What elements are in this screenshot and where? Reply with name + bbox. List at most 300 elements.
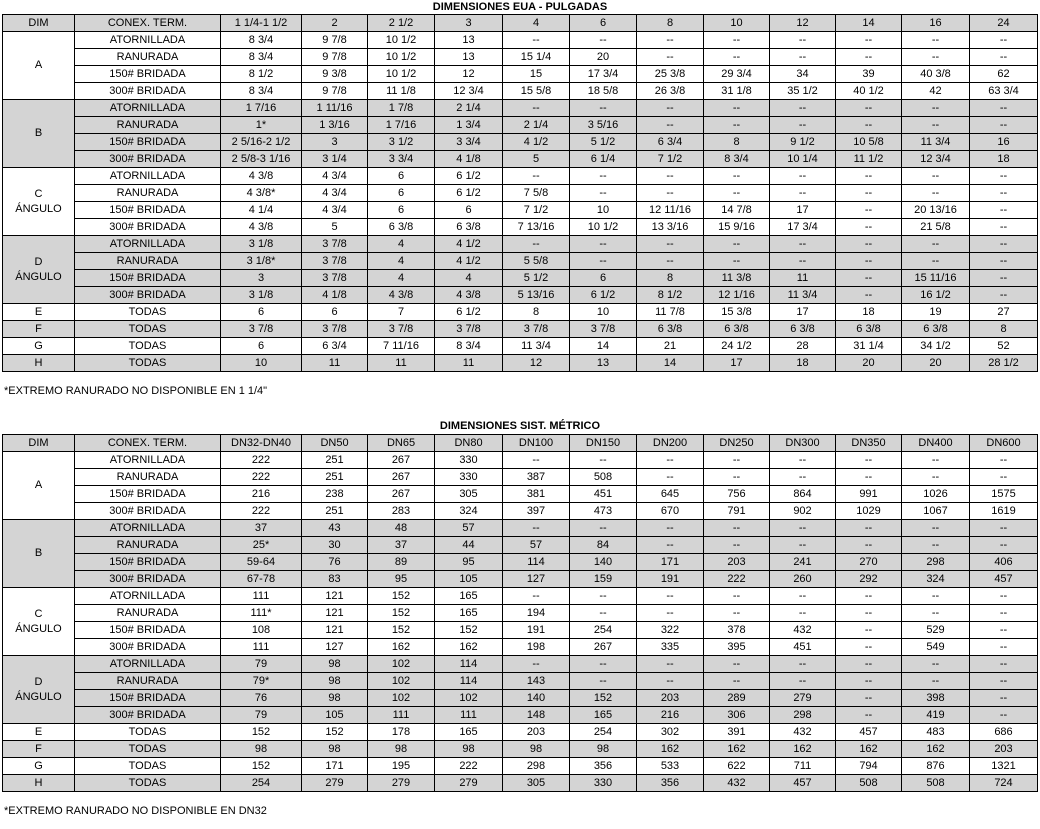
value-cell: 165 <box>435 605 503 622</box>
value-cell: 322 <box>637 622 704 639</box>
value-cell: -- <box>902 168 970 185</box>
value-cell: 17 3/4 <box>770 219 836 236</box>
column-header: 6 <box>570 15 637 32</box>
value-cell: 324 <box>902 571 970 588</box>
value-cell: -- <box>503 588 570 605</box>
table-row <box>3 554 1038 571</box>
value-cell: 533 <box>637 758 704 775</box>
value-cell: -- <box>902 253 970 270</box>
value-cell: 14 <box>637 355 704 372</box>
value-cell: 8 <box>503 304 570 321</box>
value-cell: -- <box>704 605 770 622</box>
value-cell: 5 1/2 <box>570 134 637 151</box>
value-cell: 549 <box>902 639 970 656</box>
value-cell: 37 <box>221 520 302 537</box>
value-cell: 1 7/16 <box>368 117 435 134</box>
value-cell: 171 <box>302 758 368 775</box>
value-cell: -- <box>836 49 902 66</box>
value-cell: -- <box>570 452 637 469</box>
value-cell: 381 <box>503 486 570 503</box>
value-cell: -- <box>704 520 770 537</box>
table-row <box>3 741 1038 758</box>
column-header: 4 <box>503 15 570 32</box>
column-header: 14 <box>836 15 902 32</box>
value-cell: 152 <box>435 622 503 639</box>
connection-cell: 150# BRIDADA <box>75 690 221 707</box>
value-cell: 43 <box>302 520 368 537</box>
value-cell: 1* <box>221 117 302 134</box>
value-cell: 31 1/8 <box>704 83 770 100</box>
dim-label: H <box>34 776 43 789</box>
value-cell: 165 <box>435 724 503 741</box>
connection-cell: ATORNILLADA <box>75 520 221 537</box>
value-cell: 162 <box>435 639 503 656</box>
connection-cell: ATORNILLADA <box>75 100 221 117</box>
value-cell: 13 <box>570 355 637 372</box>
dim-label: D <box>34 255 43 268</box>
value-cell: -- <box>970 100 1038 117</box>
value-cell: 5 13/16 <box>503 287 570 304</box>
value-cell: 178 <box>368 724 435 741</box>
value-cell: 6 <box>435 202 503 219</box>
value-cell: -- <box>503 236 570 253</box>
value-cell: 292 <box>836 571 902 588</box>
connection-cell: TODAS <box>75 338 221 355</box>
value-cell: 8 3/4 <box>704 151 770 168</box>
value-cell: -- <box>970 236 1038 253</box>
value-cell: 28 1/2 <box>970 355 1038 372</box>
value-cell: 3 7/8 <box>435 321 503 338</box>
value-cell: 42 <box>902 83 970 100</box>
value-cell: 622 <box>704 758 770 775</box>
us-dimensions-table <box>2 14 1038 372</box>
value-cell: 3 7/8 <box>368 321 435 338</box>
value-cell: 7 <box>368 304 435 321</box>
value-cell: 162 <box>836 741 902 758</box>
value-cell: 4 <box>368 253 435 270</box>
value-cell: 387 <box>503 469 570 486</box>
value-cell: -- <box>970 49 1038 66</box>
value-cell: 11 3/4 <box>503 338 570 355</box>
value-cell: -- <box>637 100 704 117</box>
value-cell: -- <box>970 219 1038 236</box>
value-cell: 8 <box>970 321 1038 338</box>
value-cell: -- <box>704 32 770 49</box>
value-cell: 11 1/2 <box>836 151 902 168</box>
value-cell: 483 <box>902 724 970 741</box>
table-row <box>3 656 1038 673</box>
value-cell: 279 <box>368 775 435 792</box>
value-cell: 11 <box>302 355 368 372</box>
value-cell: 791 <box>704 503 770 520</box>
table-row <box>3 270 1038 287</box>
dim-label: B <box>34 127 43 139</box>
dim-cell <box>3 588 75 656</box>
value-cell: 7 1/2 <box>503 202 570 219</box>
value-cell: -- <box>770 236 836 253</box>
value-cell: 152 <box>570 690 637 707</box>
column-header: 1 1/4-1 1/2 <box>221 15 302 32</box>
connection-cell: 300# BRIDADA <box>75 707 221 724</box>
value-cell: -- <box>836 253 902 270</box>
value-cell: 6 1/2 <box>435 168 503 185</box>
value-cell: 8 <box>637 270 704 287</box>
value-cell: 3 3/4 <box>435 134 503 151</box>
value-cell: 13 <box>435 49 503 66</box>
value-cell: 3 7/8 <box>503 321 570 338</box>
value-cell: 25* <box>221 537 302 554</box>
value-cell: 162 <box>704 741 770 758</box>
value-cell: -- <box>836 537 902 554</box>
value-cell: -- <box>637 537 704 554</box>
value-cell: 12 1/16 <box>704 287 770 304</box>
value-cell: 105 <box>302 707 368 724</box>
dim-label: ÁNGULO <box>15 622 62 635</box>
table-row <box>3 100 1038 117</box>
connection-cell: TODAS <box>75 724 221 741</box>
value-cell: 121 <box>302 622 368 639</box>
table-row <box>3 724 1038 741</box>
value-cell: 35 1/2 <box>770 83 836 100</box>
value-cell: 10 1/2 <box>368 32 435 49</box>
value-cell: 152 <box>368 588 435 605</box>
value-cell: 98 <box>302 673 368 690</box>
value-cell: 398 <box>902 690 970 707</box>
value-cell: 306 <box>704 707 770 724</box>
value-cell: 686 <box>970 724 1038 741</box>
connection-cell: 300# BRIDADA <box>75 83 221 100</box>
value-cell: -- <box>836 236 902 253</box>
value-cell: 203 <box>704 554 770 571</box>
value-cell: 79 <box>221 707 302 724</box>
value-cell: 251 <box>302 469 368 486</box>
value-cell: 3 7/8 <box>302 253 368 270</box>
value-cell: 8 1/2 <box>637 287 704 304</box>
column-header: DN600 <box>970 435 1038 452</box>
value-cell: 17 3/4 <box>570 66 637 83</box>
table-row <box>3 168 1038 185</box>
column-header: DN50 <box>302 435 368 452</box>
value-cell: 34 <box>770 66 836 83</box>
value-cell: -- <box>770 49 836 66</box>
value-cell: 3 1/8* <box>221 253 302 270</box>
value-cell: 67-78 <box>221 571 302 588</box>
dim-label: G <box>34 759 43 772</box>
value-cell: 508 <box>902 775 970 792</box>
value-cell: 57 <box>435 520 503 537</box>
value-cell: 29 3/4 <box>704 66 770 83</box>
value-cell: -- <box>836 656 902 673</box>
connection-cell: TODAS <box>75 304 221 321</box>
value-cell: 279 <box>770 690 836 707</box>
value-cell: 98 <box>302 690 368 707</box>
connection-cell: TODAS <box>75 321 221 338</box>
value-cell: 11 <box>435 355 503 372</box>
connection-cell: 300# BRIDADA <box>75 571 221 588</box>
connection-cell: 150# BRIDADA <box>75 66 221 83</box>
value-cell: -- <box>770 656 836 673</box>
value-cell: 4 3/8 <box>221 219 302 236</box>
value-cell: -- <box>637 673 704 690</box>
value-cell: -- <box>902 236 970 253</box>
value-cell: 203 <box>637 690 704 707</box>
value-cell: 305 <box>435 486 503 503</box>
column-header: 16 <box>902 15 970 32</box>
column-header: DN80 <box>435 435 503 452</box>
value-cell: 4 1/8 <box>302 287 368 304</box>
value-cell: 645 <box>637 486 704 503</box>
value-cell: 2 1/4 <box>503 117 570 134</box>
value-cell: -- <box>770 673 836 690</box>
value-cell: 20 <box>836 355 902 372</box>
connection-cell: RANURADA <box>75 185 221 202</box>
value-cell: 198 <box>503 639 570 656</box>
value-cell: 15 11/16 <box>902 270 970 287</box>
value-cell: 121 <box>302 605 368 622</box>
value-cell: -- <box>637 656 704 673</box>
value-cell: 356 <box>570 758 637 775</box>
value-cell: 9 7/8 <box>302 83 368 100</box>
value-cell: -- <box>570 588 637 605</box>
value-cell: -- <box>637 520 704 537</box>
value-cell: 260 <box>770 571 836 588</box>
value-cell: 17 <box>770 202 836 219</box>
value-cell: -- <box>836 287 902 304</box>
value-cell: -- <box>970 202 1038 219</box>
value-cell: -- <box>836 588 902 605</box>
table-row <box>3 287 1038 304</box>
value-cell: 254 <box>570 724 637 741</box>
value-cell: 10 1/2 <box>368 66 435 83</box>
value-cell: -- <box>902 117 970 134</box>
value-cell: 98 <box>302 656 368 673</box>
connection-cell: 150# BRIDADA <box>75 622 221 639</box>
dim-label: ÁNGULO <box>15 270 62 283</box>
value-cell: 15 9/16 <box>704 219 770 236</box>
value-cell: 162 <box>637 741 704 758</box>
value-cell: -- <box>503 168 570 185</box>
value-cell: -- <box>836 202 902 219</box>
value-cell: 114 <box>435 656 503 673</box>
value-cell: 98 <box>221 741 302 758</box>
value-cell: 222 <box>221 503 302 520</box>
connection-cell: 150# BRIDADA <box>75 270 221 287</box>
value-cell: -- <box>836 707 902 724</box>
value-cell: 18 <box>836 304 902 321</box>
value-cell: -- <box>770 537 836 554</box>
value-cell: 13 3/16 <box>637 219 704 236</box>
value-cell: -- <box>836 520 902 537</box>
value-cell: 254 <box>570 622 637 639</box>
value-cell: -- <box>902 185 970 202</box>
value-cell: 4 3/4 <box>302 185 368 202</box>
dim-label: F <box>35 322 42 335</box>
value-cell: 162 <box>770 741 836 758</box>
value-cell: -- <box>970 452 1038 469</box>
value-cell: 63 3/4 <box>970 83 1038 100</box>
value-cell: 6 1/4 <box>570 151 637 168</box>
value-cell: 18 <box>770 355 836 372</box>
connection-cell: RANURADA <box>75 605 221 622</box>
value-cell: 11 3/8 <box>704 270 770 287</box>
connection-cell: ATORNILLADA <box>75 452 221 469</box>
value-cell: 191 <box>503 622 570 639</box>
value-cell: -- <box>970 168 1038 185</box>
value-cell: 152 <box>302 724 368 741</box>
value-cell: 9 3/8 <box>302 66 368 83</box>
connection-cell: ATORNILLADA <box>75 168 221 185</box>
value-cell: -- <box>902 588 970 605</box>
column-header: 12 <box>770 15 836 32</box>
value-cell: 6 3/8 <box>836 321 902 338</box>
value-cell: 406 <box>970 554 1038 571</box>
value-cell: 20 <box>902 355 970 372</box>
value-cell: 16 1/2 <box>902 287 970 304</box>
connection-cell: ATORNILLADA <box>75 656 221 673</box>
metric-title: DIMENSIONES SIST. MÉTRICO <box>439 420 601 432</box>
value-cell: 289 <box>704 690 770 707</box>
value-cell: -- <box>637 49 704 66</box>
value-cell: -- <box>970 32 1038 49</box>
value-cell: -- <box>836 185 902 202</box>
value-cell: 171 <box>637 554 704 571</box>
dim-cell <box>3 656 75 724</box>
column-header: DN150 <box>570 435 637 452</box>
value-cell: 302 <box>637 724 704 741</box>
value-cell: 39 <box>836 66 902 83</box>
value-cell: 10 <box>221 355 302 372</box>
value-cell: 6 <box>368 185 435 202</box>
value-cell: 7 11/16 <box>368 338 435 355</box>
value-cell: 457 <box>970 571 1038 588</box>
value-cell: 14 <box>570 338 637 355</box>
value-cell: 1067 <box>902 503 970 520</box>
value-cell: 15 <box>503 66 570 83</box>
value-cell: 432 <box>704 775 770 792</box>
value-cell: 31 1/4 <box>836 338 902 355</box>
value-cell: 1575 <box>970 486 1038 503</box>
value-cell: 5 <box>503 151 570 168</box>
value-cell: -- <box>570 168 637 185</box>
column-header: DN65 <box>368 435 435 452</box>
value-cell: -- <box>637 117 704 134</box>
value-cell: -- <box>637 253 704 270</box>
value-cell: 222 <box>704 571 770 588</box>
column-header: DN400 <box>902 435 970 452</box>
value-cell: 279 <box>435 775 503 792</box>
value-cell: 162 <box>902 741 970 758</box>
value-cell: 1 3/16 <box>302 117 368 134</box>
connection-cell: RANURADA <box>75 253 221 270</box>
value-cell: -- <box>970 656 1038 673</box>
metric-header-row <box>3 435 1038 452</box>
value-cell: -- <box>503 452 570 469</box>
value-cell: 3 <box>221 270 302 287</box>
value-cell: 6 1/2 <box>435 304 503 321</box>
value-cell: 4 3/8 <box>368 287 435 304</box>
value-cell: 6 <box>221 304 302 321</box>
value-cell: -- <box>704 49 770 66</box>
value-cell: 140 <box>570 554 637 571</box>
us-header-row <box>3 15 1038 32</box>
connection-cell: ATORNILLADA <box>75 588 221 605</box>
value-cell: 6 3/8 <box>902 321 970 338</box>
value-cell: -- <box>836 639 902 656</box>
value-cell: 8 1/2 <box>221 66 302 83</box>
value-cell: -- <box>770 117 836 134</box>
value-cell: 267 <box>570 639 637 656</box>
value-cell: 2 5/16-2 1/2 <box>221 134 302 151</box>
value-cell: 251 <box>302 503 368 520</box>
value-cell: -- <box>970 537 1038 554</box>
value-cell: -- <box>637 236 704 253</box>
value-cell: -- <box>704 185 770 202</box>
dim-label: B <box>34 547 43 559</box>
value-cell: 15 5/8 <box>503 83 570 100</box>
value-cell: -- <box>704 100 770 117</box>
value-cell: 3 1/8 <box>221 287 302 304</box>
value-cell: -- <box>770 469 836 486</box>
connection-cell: ATORNILLADA <box>75 32 221 49</box>
connection-cell: 300# BRIDADA <box>75 503 221 520</box>
table-row <box>3 537 1038 554</box>
value-cell: 111 <box>221 588 302 605</box>
value-cell: 270 <box>836 554 902 571</box>
value-cell: 12 <box>435 66 503 83</box>
value-cell: -- <box>704 656 770 673</box>
value-cell: -- <box>503 520 570 537</box>
value-cell: 10 1/4 <box>770 151 836 168</box>
value-cell: 20 <box>570 49 637 66</box>
value-cell: 83 <box>302 571 368 588</box>
value-cell: -- <box>836 32 902 49</box>
value-cell: 24 1/2 <box>704 338 770 355</box>
value-cell: 4 <box>368 236 435 253</box>
table-row <box>3 486 1038 503</box>
value-cell: 267 <box>368 452 435 469</box>
connection-cell: RANURADA <box>75 469 221 486</box>
value-cell: 4 1/2 <box>503 134 570 151</box>
value-cell: 11 3/4 <box>770 287 836 304</box>
value-cell: 711 <box>770 758 836 775</box>
value-cell: 4 <box>435 270 503 287</box>
dim-label: A <box>34 479 43 491</box>
value-cell: -- <box>704 253 770 270</box>
value-cell: 2 1/4 <box>435 100 503 117</box>
value-cell: -- <box>970 185 1038 202</box>
table-row <box>3 690 1038 707</box>
value-cell: -- <box>770 168 836 185</box>
value-cell: 152 <box>368 605 435 622</box>
value-cell: 98 <box>435 741 503 758</box>
value-cell: 724 <box>970 775 1038 792</box>
value-cell: 473 <box>570 503 637 520</box>
value-cell: 40 3/8 <box>902 66 970 83</box>
column-header: DN350 <box>836 435 902 452</box>
column-header: DN32-DN40 <box>221 435 302 452</box>
value-cell: 15 1/4 <box>503 49 570 66</box>
value-cell: 8 3/4 <box>221 83 302 100</box>
value-cell: 111 <box>221 639 302 656</box>
table-row <box>3 83 1038 100</box>
dim-label: E <box>34 725 43 738</box>
table-row <box>3 588 1038 605</box>
value-cell: 8 3/4 <box>221 32 302 49</box>
value-cell: 298 <box>770 707 836 724</box>
value-cell: 89 <box>368 554 435 571</box>
value-cell: -- <box>970 622 1038 639</box>
value-cell: -- <box>704 452 770 469</box>
